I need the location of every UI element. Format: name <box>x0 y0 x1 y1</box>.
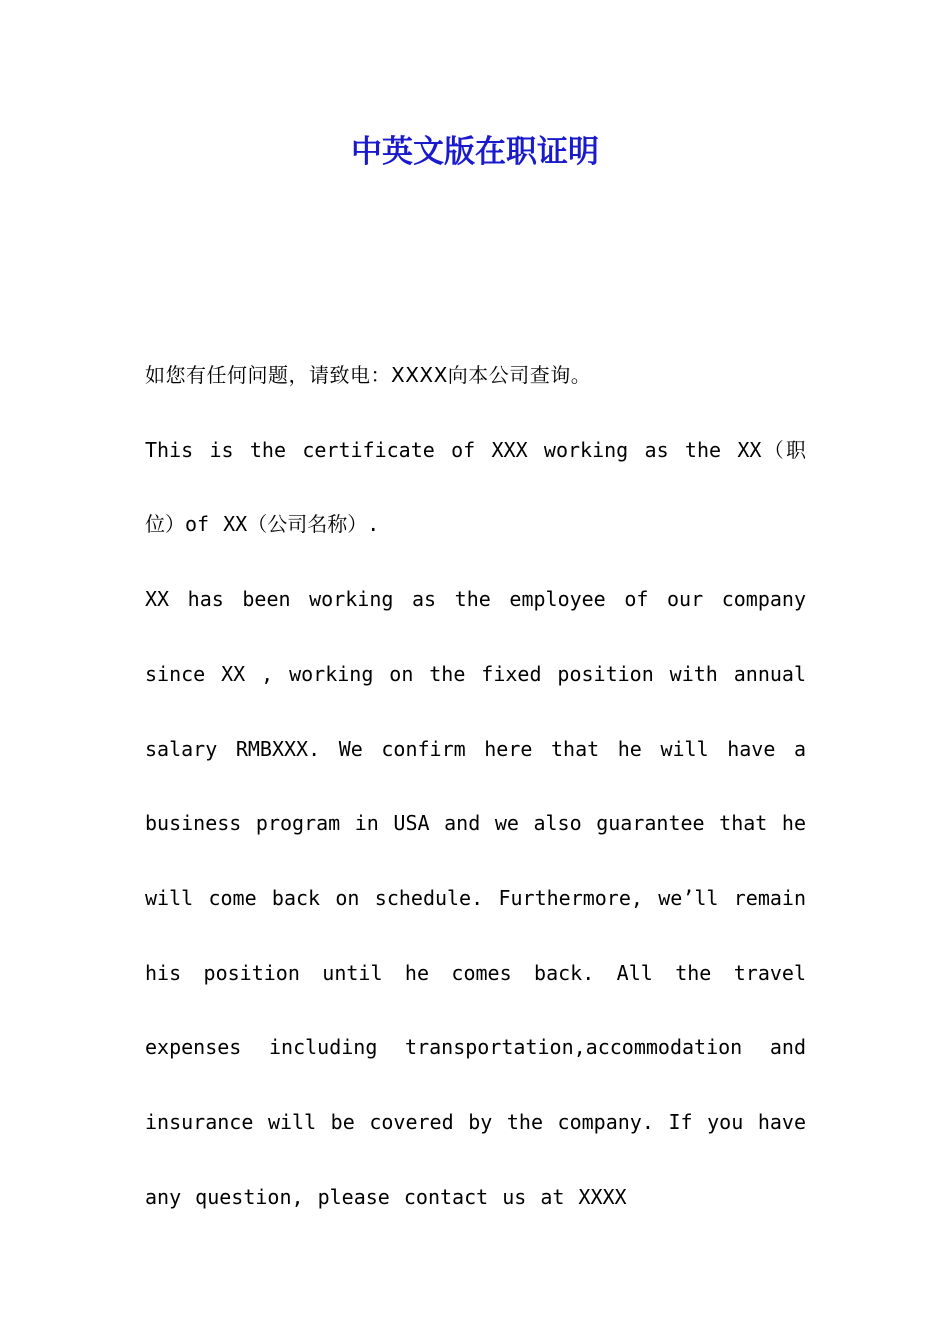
paragraph-employment-details: XX has been working as the employee of our company since XX , working on the fixed position with annual salary RMBXXX. We confirm here that he will have a business program in USA and we also guarantee that he will come back on schedule. Furthermore, we’ll remain his position until he comes back. All the travel expenses including transportation,accommodation and insurance will be covered by the company. If you have any question, please contact us at XXXX <box>145 587 806 1209</box>
document-body <box>145 338 806 1234</box>
paragraph-inquiry-note: 如您有任何问题，请致电：XXXX向本公司查询。 <box>145 363 592 387</box>
paragraph-certificate-intro: This is the certificate of XXX working as the XX（职位）of XX（公司名称）. <box>145 437 806 537</box>
document-title: 中英文版在职证明 <box>351 134 599 170</box>
